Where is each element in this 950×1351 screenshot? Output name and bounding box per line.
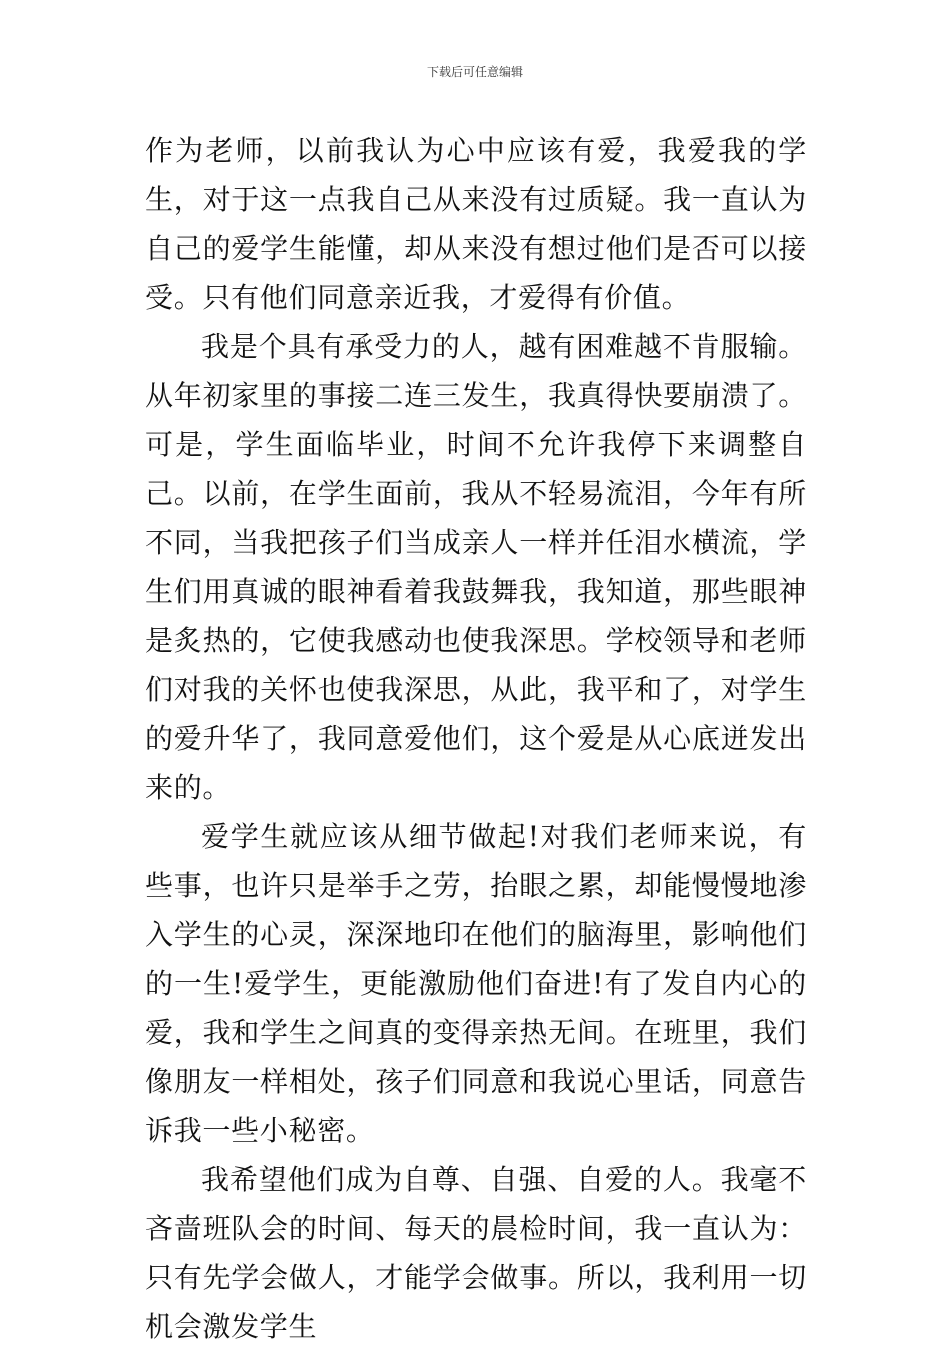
paragraph-3: 爱学生就应该从细节做起!对我们老师来说，有些事，也许只是举手之劳，抬眼之累，却能慢慢地渗入学生的心灵，深深地印在他们的脑海里，影响他们的一生!爱学生，更能激励他们奋进!有了发自内心的爱，我和学生之间真的变得亲热无间。在班里，我们像朋友一样相处，孩子们同意和我说心里话，同意告诉我一些小秘密。 [145,820,807,1147]
paragraph-2: 我是个具有承受力的人，越有困难越不肯服输。从年初家里的事接二连三发生，我真得快要崩溃了。可是，学生面临毕业，时间不允许我停下来调整自己。以前，在学生面前，我从不轻易流泪，今年有所不同，当我把孩子们当成亲人一样并任泪水横流，学生们用真诚的眼神看着我鼓舞我，我知道，那些眼神是炙热的，它使我感动也使我深思。学校领导和老师们对我的关怀也使我深思，从此，我平和了，对学生的爱升华了，我同意爱他们，这个爱是从心底迸发出来的。 [145,330,807,804]
paragraph-1: 作为老师，以前我认为心中应该有爱，我爱我的学生，对于这一点我自己从来没有过质疑。我一直认为自己的爱学生能懂，却从来没有想过他们是否可以接受。只有他们同意亲近我，才爱得有价值。 [145,134,807,314]
paragraph-4: 我希望他们成为自尊、自强、自爱的人。我毫不吝啬班队会的时间、每天的晨检时间，我一直认为：只有先学会做人，才能学会做事。所以，我利用一切机会激发学生 [145,1163,807,1343]
document-body [145,126,807,1351]
page-header: 下载后可任意编辑 [426,65,523,79]
